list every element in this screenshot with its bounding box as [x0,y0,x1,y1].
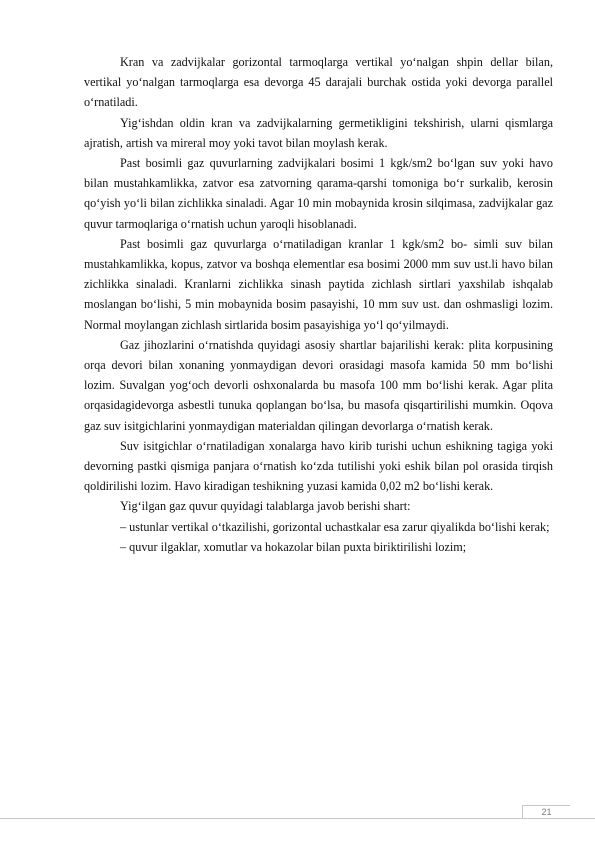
paragraph: Yig‘ilgan gaz quvur quyidagi talablarga javob berishi shart: [120,499,411,514]
paragraph: Past bosimli gaz quvurlarga o‘rnatiladigan kranlar 1 kgk/sm2 bo- simli suv bilan mustahkamlikka, kopus, zatvor va boshqa elementlar esa bosimi 2000 mm suv ust.li havo bilan zichlikka sinaladi. Kranlarni zichlikka sinash paytida zichlash sirtlari yaxshilab ishqalab moslangan bo‘lishi, 5 min mobaynida bosim pasayishi, 10 mm suv ust. dan oshmasligi lozim. Normal moylangan zichlash sirtlarida bosim pasayishiga yo‘l qo‘yilmaydi. [84,236,553,332]
paragraph: Past bosimli gaz quvurlarning zadvijkalari bosimi 1 kgk/sm2 bo‘lgan suv yoki havo bilan mustahkamlikka, zatvor esa zatvorning qarama-qarshi tomoniga bo‘r surkalib, kerosin qo‘yish yo‘li bilan zichlikka sinaladi. Agar 10 min mobaynida krosin silqimasa, zadvijkalar gaz quvur tarmoqlariga o‘rnatish uchun yaroqli hisoblanadi. [84,156,553,231]
document-body [84,52,553,557]
page-number-box [522,805,570,818]
paragraph: Suv isitgichlar o‘rnatiladigan xonalarga havo kirib turishi uchun eshikning tagiga yoki devorning pastki qismiga panjara o‘rnatish ko‘zda tutilishi yoki eshik bilan pol orasida tirqish qoldirilishi lozim. Havo kiradigan teshikning yuzasi kamida 0,02 m2 bo‘lishi kerak. [84,438,553,494]
list-item: – quvur ilgaklar, xomutlar va hokazolar bilan puxta biriktirilishi lozim; [120,539,467,554]
page-number: 21 [541,807,552,817]
paragraph: Gaz jihozlarini o‘rnatishda quyidagi asosiy shartlar bajarilishi kerak: plita korpusining orqa devori bilan xonaning yonmaydigan devori orasidagi masofa kamida 50 mm bo‘lishi lozim. Suvalgan yog‘och devorli oshxonalarda bu masofa 100 mm bo‘lishi kerak. Agar plita orqasidagidevorga asbestli tunuka qoplangan bo‘lsa, bu masofa qisqartirilishi mumkin. Oqova gaz suv isitgichlarini yonmaydigan materialdan qilingan devorlarga o‘rnatish kerak. [84,337,553,433]
list-item: – ustunlar vertikal o‘tkazilishi, gorizontal uchastkalar esa zarur qiyalikda bo‘lishi kerak; [120,519,550,534]
footer-rule [0,818,595,819]
paragraph: Kran va zadvijkalar gorizontal tarmoqlarga vertikal yo‘nalgan shpin dellar bilan, vertikal yo‘nalgan tarmoqlarga esa devorga 45 darajali burchak ostida yoki devorga parallel o‘rnatiladi. [84,55,553,110]
paragraph: Yig‘ishdan oldin kran va zadvijkalarning germetikligini tekshirish, ularni qismlarga ajratish, artish va mireral moy yoki tavot bilan moylash kerak. [84,115,553,150]
